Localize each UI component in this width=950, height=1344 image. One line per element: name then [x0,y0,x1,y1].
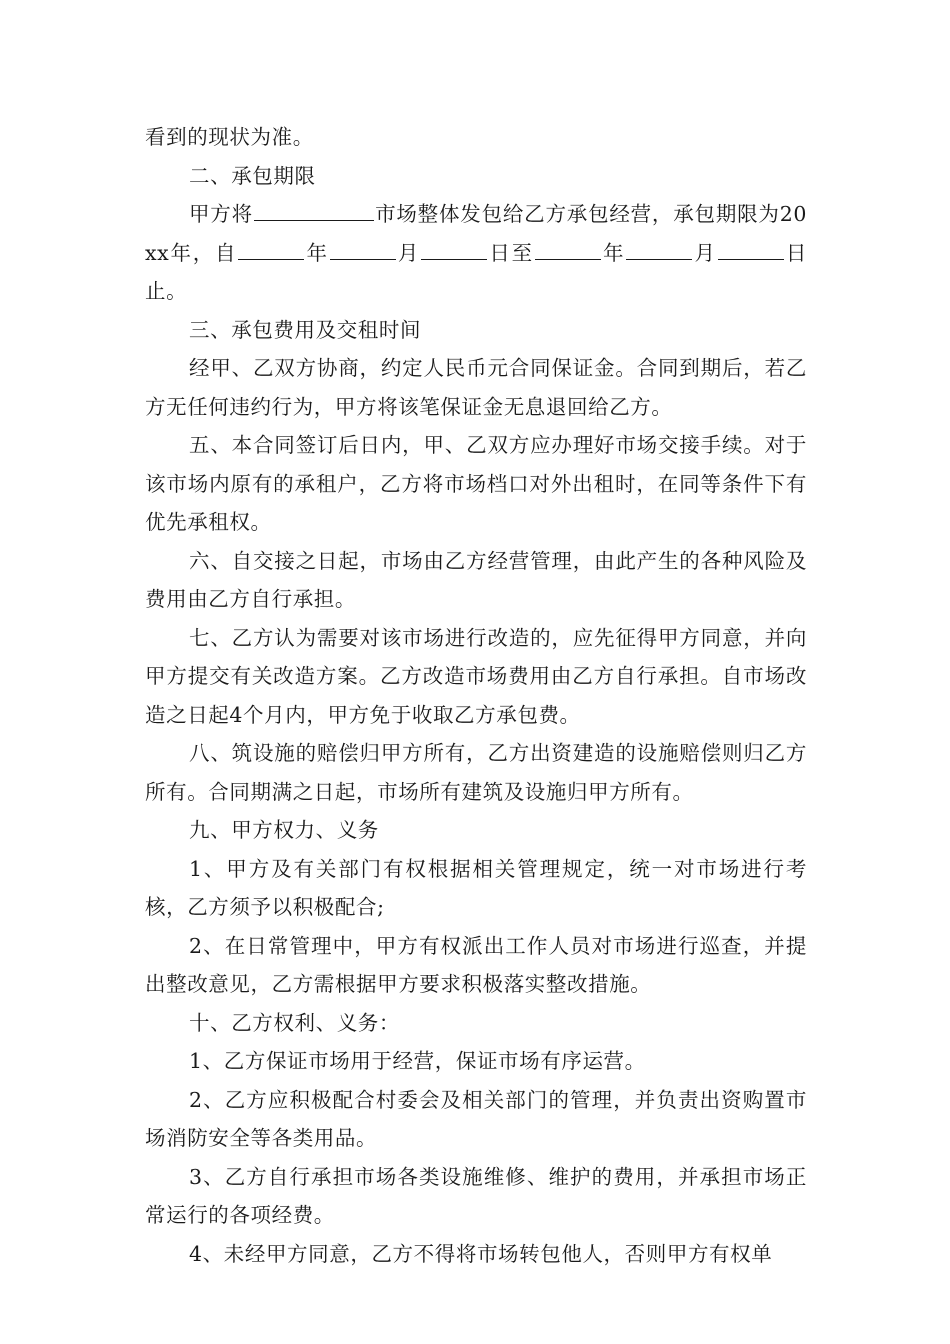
text-fragment: 日止。 [145,240,807,303]
paragraph-party-a-item-1: 1、甲方及有关部门有权根据相关管理规定，统一对市场进行考核，乙方须予以积极配合; [145,856,807,919]
text-fragment: 月 [693,240,717,265]
fill-in-blank-start-month [330,239,396,260]
fill-in-blank-end-year [535,239,601,260]
text-fragment: 年 [601,240,626,265]
paragraph-party-b-item-1: 1、乙方保证市场用于经营，保证市场有序运营。 [189,1049,646,1073]
paragraph-party-b-item-3: 3、乙方自行承担市场各类设施维修、维护的费用，并承担市场正常运行的各项经费。 [145,1164,807,1227]
paragraph-clause-7: 七、乙方认为需要对该市场进行改造的，应先征得甲方同意，并向甲方提交有关改造方案。乙方改造市场费用由乙方自行承担。自市场改造之日起4个月内，甲方免于收取乙方承包费。 [145,625,807,727]
section-heading-party-a: 九、甲方权力、义务 [189,818,379,842]
text-fragment: 甲方将 [189,202,253,226]
paragraph-party-a-item-2: 2、在日常管理中，甲方有权派出工作人员对市场进行巡查，并提出整改意见，乙方需根据甲方要求积极落实整改措施。 [145,933,807,996]
fill-in-blank-end-month [626,239,692,260]
section-heading-party-b: 十、乙方权利、义务： [189,1010,400,1035]
fill-in-blank-start-year [238,239,304,260]
paragraph-clause-5: 五、本合同签订后日内，甲、乙双方应办理好市场交接手续。对于该市场内原有的承租户，乙方将市场档口对外出租时，在同等条件下有优先承租权。 [145,433,807,534]
fill-in-blank-market-name [254,200,374,221]
paragraph-party-b-item-4: 4、未经甲方同意，乙方不得将市场转包他人，否则甲方有权单 [189,1241,773,1266]
paragraph-clause-6: 六、自交接之日起，市场由乙方经营管理，由此产生的各种风险及费用由乙方自行承担。 [145,548,807,611]
document-page [145,118,807,1273]
paragraph-party-b-item-2: 2、乙方应积极配合村委会及相关部门的管理，并负责出资购置市场消防安全等各类用品。 [145,1087,807,1150]
text-fragment: 市场整体发包给乙方承包经营，承包期限为20xx年，自 [145,202,807,265]
fill-in-blank-start-day [421,239,487,260]
paragraph-continuation: 看到的现状为准。 [145,125,314,149]
text-fragment: 年 [305,240,329,265]
text-fragment: 日至 [488,240,534,265]
paragraph-clause-8: 八、筑设施的赔偿归甲方所有，乙方出资建造的设施赔偿则归乙方所有。合同期满之日起，市场所有建筑及设施归甲方所有。 [145,741,807,804]
text-fragment: 月 [396,240,421,265]
paragraph-deposit: 经甲、乙双方协商，约定人民币元合同保证金。合同到期后，若乙方无任何违约行为，甲方将该笔保证金无息退回给乙方。 [145,356,807,419]
section-heading-fees: 三、承包费用及交租时间 [189,317,422,342]
section-heading-term: 二、承包期限 [189,163,316,188]
paragraph-term [145,195,807,311]
fill-in-blank-end-day [718,239,784,260]
